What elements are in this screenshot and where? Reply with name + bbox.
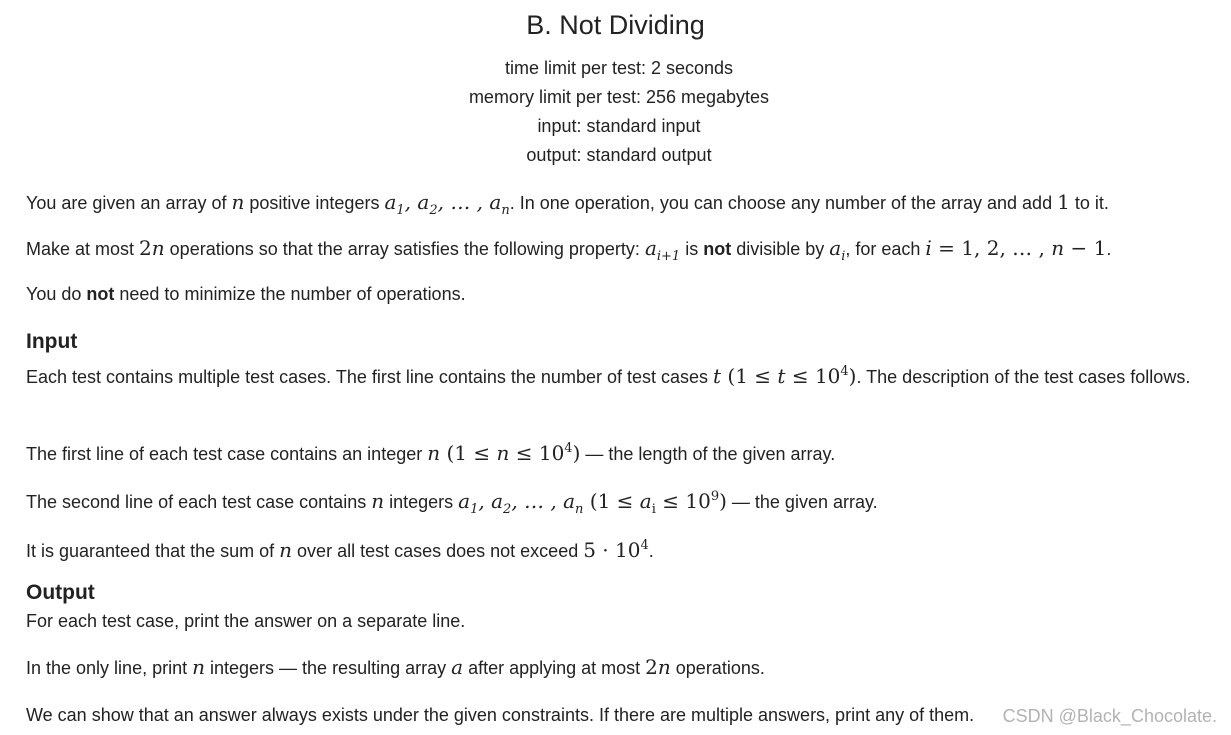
math-n: n (371, 489, 385, 513)
text: . (648, 541, 654, 561)
time-limit: time limit per test: 2 seconds (504, 58, 734, 78)
math-n: n (231, 190, 245, 214)
text: . (1106, 239, 1112, 259)
math-array: $a_1$, $a_2$, … , $a_n$ (458, 489, 584, 517)
text: . The description of the test cases follows. (856, 367, 1191, 387)
text: divisible by (731, 239, 830, 259)
text: It is guaranteed that the sum of (26, 541, 280, 561)
csdn-watermark: CSDN @Black_Chocolate. (1002, 706, 1217, 726)
bold-not: not (703, 239, 732, 259)
math-n: n (192, 655, 205, 679)
text: — the given array. (726, 492, 878, 512)
text: In the only line, print (26, 658, 193, 678)
text: You are given an array of (26, 193, 232, 213)
math-a-i: $a_i$ (829, 236, 846, 264)
input-paragraph-4 (26, 532, 1206, 565)
math-n: n (279, 538, 293, 562)
output-paragraph-1: For each test case, print the answer on a separate line. (26, 611, 466, 631)
output-paragraph-2 (26, 653, 1206, 682)
math-array: $a_1$, $a_2$, … , $a_n$ (384, 190, 510, 218)
text: is (680, 239, 704, 259)
input-heading: Input (26, 330, 78, 353)
text: You do (26, 284, 87, 304)
statement-paragraph-3 (26, 280, 1206, 308)
input-paragraph-3 (26, 483, 1206, 524)
text: to it. (1069, 193, 1109, 213)
problem-title: B. Not Dividing (526, 10, 705, 40)
text: integers (384, 492, 459, 512)
text: The second line of each test case contains (26, 492, 372, 512)
text: after applying at most (463, 658, 646, 678)
text: operations so that the array satisfies the following property: (164, 239, 645, 259)
text: over all test cases does not exceed (292, 541, 584, 561)
math-one: 1 (1057, 190, 1070, 214)
math-range: i = 1, 2, … , n − 1 (925, 236, 1107, 260)
output-heading: Output (26, 581, 95, 604)
output-spec: output: standard output (526, 145, 712, 165)
text: , for each (845, 239, 926, 259)
text: Make at most (26, 239, 140, 259)
memory-limit: memory limit per test: 256 megabytes (468, 87, 770, 107)
text: . In one operation, you can choose any number of the array and add (509, 193, 1058, 213)
text: need to minimize the number of operations. (114, 284, 466, 304)
math-a-constraint: $(1 \le a_i \le 10^9)$ (583, 489, 727, 517)
text: The first line of each test case contains an integer (26, 444, 428, 464)
text: operations. (670, 658, 765, 678)
math-2n: 2n (645, 655, 671, 679)
statement-paragraph-2 (26, 234, 1206, 271)
math-sum-limit: $5 \cdot 10^4$ (583, 538, 649, 562)
math-n-constraint: n $(1 \le n \le 10^4)$ (427, 441, 581, 465)
math-2n: 2n (139, 236, 165, 260)
output-paragraph-3: We can show that an answer always exists under the given constraints. If there are multiple answers, print any of them. (26, 705, 975, 725)
text: Each test contains multiple test cases. The first line contains the number of test cases (26, 367, 714, 387)
input-paragraph-1 (26, 358, 1206, 391)
input-paragraph-2 (26, 435, 1206, 468)
input-spec: input: standard input (537, 116, 701, 136)
text: integers — the resulting array (205, 658, 452, 678)
bold-not: not (86, 284, 115, 304)
statement-paragraph-1 (26, 188, 1206, 225)
text: positive integers (244, 193, 385, 213)
math-t-constraint: t $(1 \le t \le 10^4)$ (713, 364, 857, 388)
math-a-i-plus-1: $a_{i+1}$ (644, 236, 681, 264)
text: — the length of the given array. (580, 444, 836, 464)
math-a: a (451, 655, 464, 679)
